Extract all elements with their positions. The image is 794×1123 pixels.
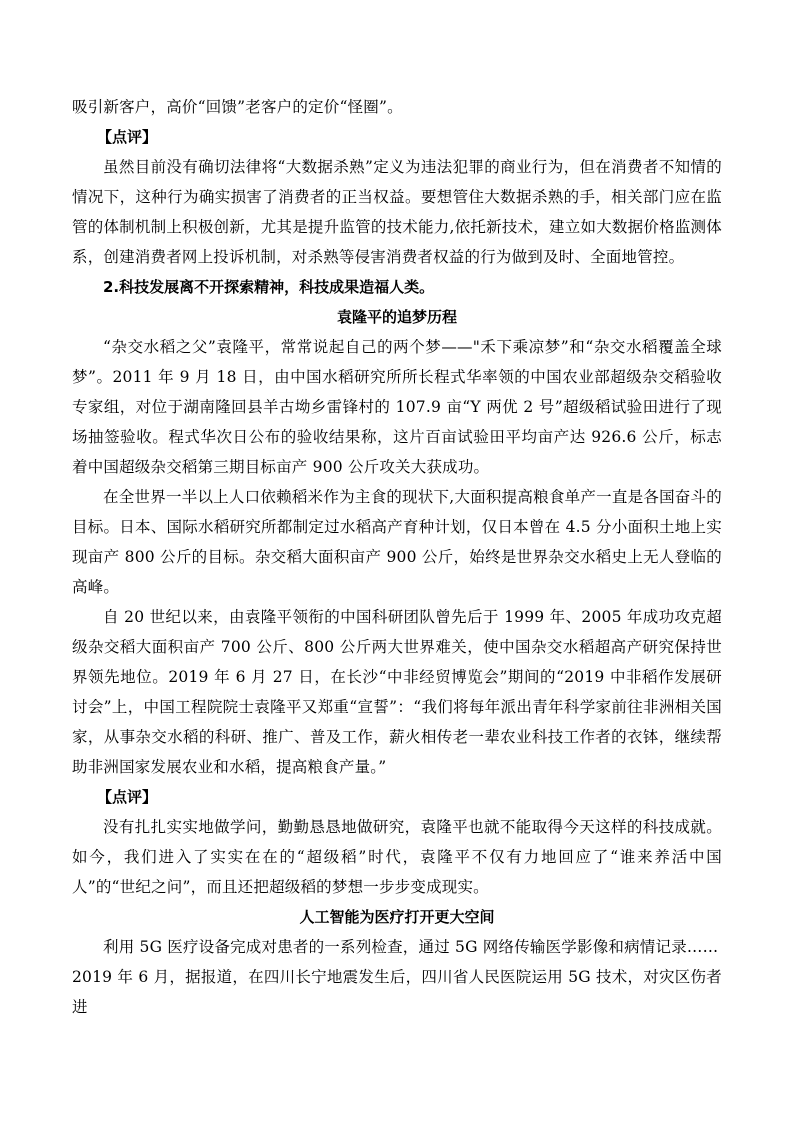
comment-heading-2: 【点评】: [97, 788, 158, 806]
article1-paragraph-3: 自 20 世纪以来，由袁隆平领衔的中国科研团队曾先后于 1999 年、2005 年成功攻克超级杂交稻大面积亩产 700 公斤、800 公斤两大世界难关，使中国杂交水稻超高产研究保持世界领先地位。2019 年 6 月 27 日，在长沙“中非经贸博览会”期间的“2019 中非稻作发展研讨会”上，中国工程院院士袁隆平又郑重“宣誓”：“我们将每年派出青年科学家前往非洲相关国家，从事杂交水稻的科研、推广、普及工作，薪火相传老一辈农业科技工作者的衣钵，继续帮助非洲国家发展农业和水稻，提高粮食产量。”: [72, 608, 722, 776]
article1-paragraph-2: 在全世界一半以上人口依赖稻米作为主食的现状下,大面积提高粮食单产一直是各国奋斗的目标。日本、国际水稻研究所都制定过水稻高产育种计划，仅日本曾在 4.5 分小面积土地上实现亩产 800 公斤的目标。杂交稻大面积亩产 900 公斤，始终是世界杂交水稻史上无人登临的高峰。: [72, 488, 722, 596]
paragraph-intro-end: 吸引新客户，高价“回馈”老客户的定价“怪圈”。: [72, 98, 403, 116]
article-title-ai-medical: 人工智能为医疗打开更大空间: [299, 908, 495, 926]
section-heading-2: 2.科技发展离不开探索精神，科技成果造福人类。: [103, 278, 435, 296]
article1-paragraph-1: “杂交水稻之父”袁隆平，常常说起自己的两个梦——"禾下乘凉梦”和“杂交水稻覆盖全球梦”。2011 年 9 月 18 日，由中国水稻研究所所长程式华率领的中国农业部超级杂交稻验收专家组，对位于湖南隆回县羊古坳乡雷锋村的 107.9 亩“Y 两优 2 号”超级稻试验田进行了现场抽签验收。程式华次日公布的验收结果称，这片百亩试验田平均亩产达 926.6 公斤，标志着中国超级杂交稻第三期目标亩产 900 公斤攻关大获成功。: [72, 338, 722, 476]
document-page: [72, 92, 722, 1022]
article2-paragraph-1: 利用 5G 医疗设备完成对患者的一系列检查，通过 5G 网络传输医学影像和病情记录……: [103, 938, 719, 956]
comment-body-1: 虽然目前没有确切法律将“大数据杀熟”定义为违法犯罪的商业行为，但在消费者不知情的情况下，这种行为确实损害了消费者的正当权益。要想管住大数据杀熟的手，相关部门应在监管的体制机制上积极创新，尤其是提升监管的技术能力,依托新技术，建立如大数据价格监测体系，创建消费者网上投诉机制，对杀熟等侵害消费者权益的行为做到及时、全面地管控。: [72, 158, 722, 266]
article2-paragraph-2: 2019 年 6 月，据报道，在四川长宁地震发生后，四川省人民医院运用 5G 技术，对灾区伤者进: [72, 968, 722, 1016]
article-title-yuan-longping: 袁隆平的追梦历程: [336, 308, 457, 326]
comment-heading-1: 【点评】: [97, 128, 158, 146]
comment-body-2: 没有扎扎实实地做学问，勤勤恳恳地做研究，袁隆平也就不能取得今天这样的科技成就。如今，我们进入了实实在在的“超级稻”时代，袁隆平不仅有力地回应了“谁来养活中国人”的“世纪之问”，而且还把超级稻的梦想一步步变成现实。: [72, 818, 722, 896]
